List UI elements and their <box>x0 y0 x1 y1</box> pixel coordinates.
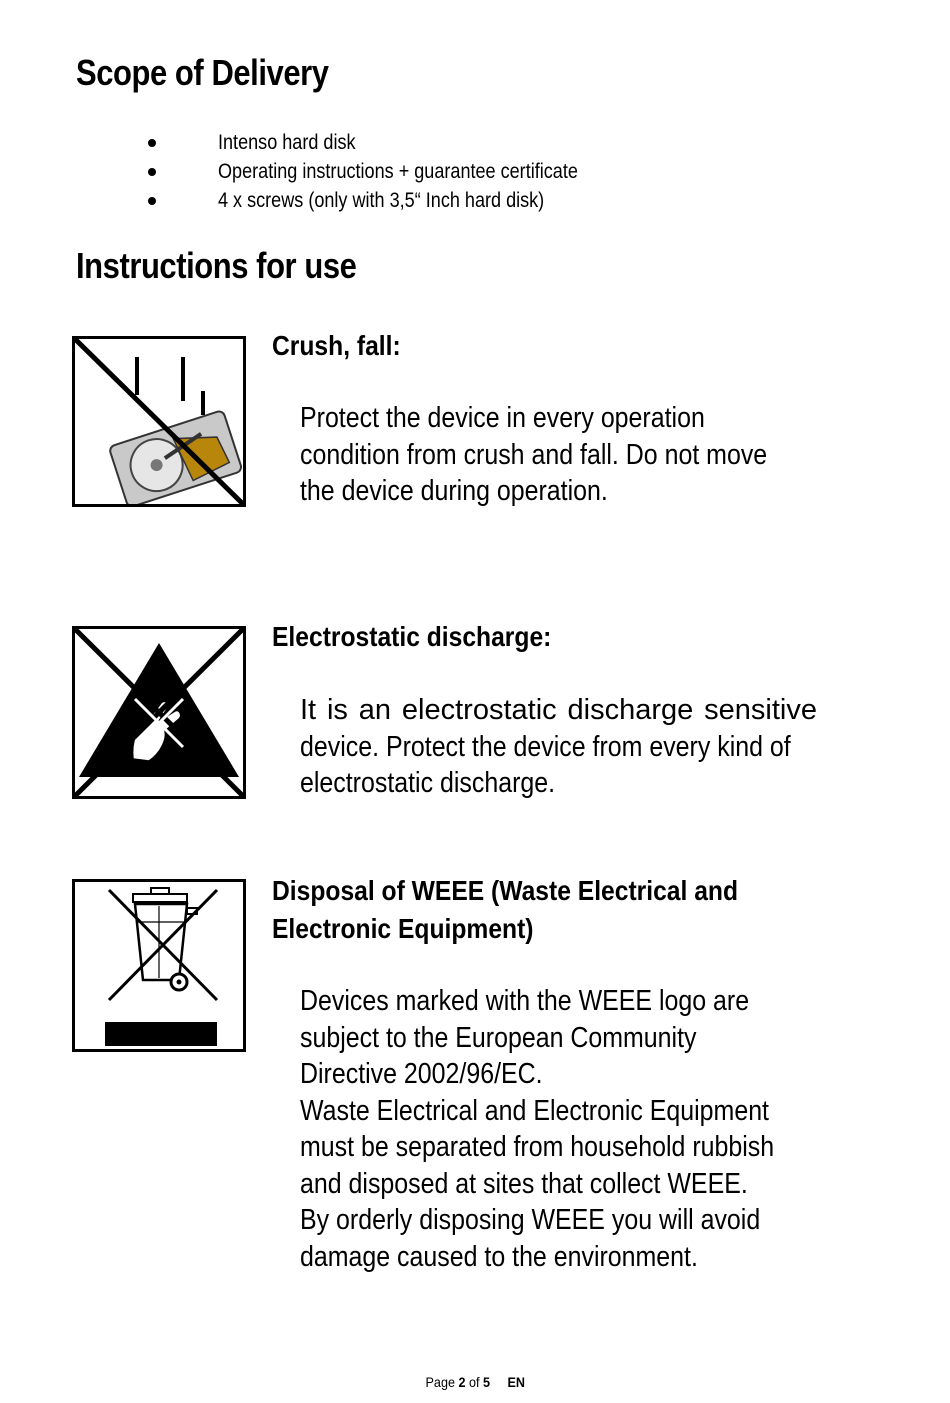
esd-warning-icon <box>72 626 246 799</box>
section-body: It is an electrostatic discharge sensitive device. Protect the device from every kind of electrostatic discharge. <box>300 694 817 799</box>
page-footer <box>0 1374 950 1390</box>
page-of: of <box>468 1374 480 1390</box>
bullet-icon <box>148 168 156 176</box>
section-title: Electrostatic discharge: <box>272 621 552 652</box>
section-title: Disposal of WEEE (Waste Electrical and <box>272 875 739 906</box>
no-drop-hard-disk-icon <box>72 336 246 507</box>
bullet-icon <box>148 139 156 147</box>
language-code: EN <box>507 1374 525 1390</box>
section-title-line2: Electronic Equipment) <box>272 913 534 944</box>
weee-crossed-bin-icon <box>72 879 246 1052</box>
page-label: Page <box>425 1374 455 1390</box>
bullet-icon <box>148 197 156 205</box>
section-crush-fall <box>272 327 418 365</box>
section-body: Devices marked with the WEEE logo are subject to the European Community Directive 2002/96/EC. Waste Electrical and Electronic Equipment must be separated from household rubbish and disposed at sites that collect WEEE. By orderly disposing WEEE you will avoid damage caused to the environment. <box>300 985 775 1273</box>
page-current: 2 <box>458 1374 466 1390</box>
section-body: Protect the device in every operation condition from crush and fall. Do not move the device during operation. <box>300 402 768 507</box>
section-weee <box>272 872 802 948</box>
instructions-heading: Instructions for use <box>76 245 357 286</box>
scope-heading: Scope of Delivery <box>76 52 329 93</box>
section-title: Crush, fall: <box>272 330 401 361</box>
page-total: 5 <box>482 1374 490 1390</box>
section-electrostatic <box>272 618 589 656</box>
